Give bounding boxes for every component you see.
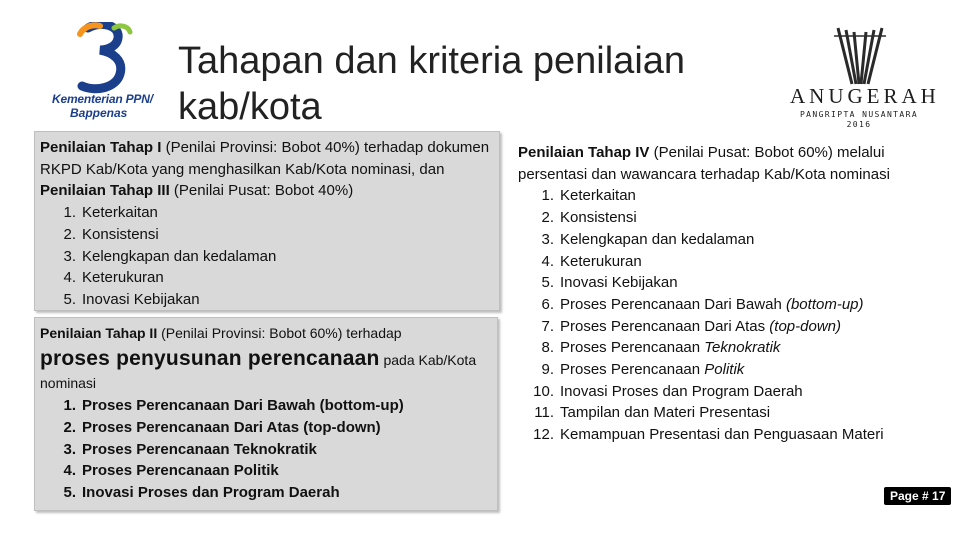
- list-item-number: 8.: [541, 339, 554, 357]
- list-item: [518, 294, 938, 316]
- anugerah-logo: [784, 26, 940, 130]
- logo-left-name-line2: Bappenas: [70, 106, 128, 120]
- list-item-label: Kemampuan Presentasi dan Penguasaan Materi: [560, 426, 884, 444]
- list-item-number: 2.: [541, 209, 554, 227]
- list-item-label: Proses Perencanaan Dari Atas (top-down): [82, 418, 381, 436]
- logo-left-name-line1: Kementerian PPN/: [52, 92, 153, 106]
- list-item-label: Proses Perencanaan Teknokratik: [82, 440, 317, 458]
- list-item-number: 4.: [541, 252, 554, 270]
- logo-right-subtitle: [784, 110, 934, 130]
- logo-right-subtitle-line2: 2016: [846, 120, 872, 129]
- list-item: [40, 224, 496, 246]
- list-item: [40, 417, 494, 439]
- list-item-number: 1.: [63, 397, 76, 415]
- list-item: [40, 202, 496, 224]
- list-item-number: 12.: [533, 426, 554, 444]
- tahap-1-3-intro: [40, 137, 496, 202]
- list-item-label: Inovasi Proses dan Program Daerah: [82, 483, 340, 501]
- page-title: [178, 38, 698, 130]
- list-item: [40, 482, 494, 504]
- list-item-italic: Teknokratik: [704, 339, 781, 357]
- tahap-1-3-content: [40, 137, 496, 311]
- list-item: [40, 439, 494, 461]
- list-item: [40, 289, 496, 311]
- list-item-number: 1.: [63, 204, 76, 222]
- list-item-label: Proses Perencanaan: [560, 361, 705, 379]
- list-item: [40, 460, 494, 482]
- trophy-emblem-icon: [832, 26, 888, 86]
- list-item-label: Proses Perencanaan Dari Atas: [560, 317, 770, 335]
- list-item: [518, 316, 938, 338]
- list-item-label: Proses Perencanaan: [560, 339, 705, 357]
- list-item-label: Konsistensi: [82, 225, 159, 243]
- list-item-number: 4.: [63, 462, 76, 480]
- list-item-label: Inovasi Kebijakan: [560, 274, 678, 292]
- list-item-number: 1.: [541, 187, 554, 205]
- list-item-number: 4.: [63, 269, 76, 287]
- list-item-number: 6.: [541, 295, 554, 313]
- logo-right-brand: ANUGERAH: [790, 84, 940, 108]
- list-item-number: 3.: [541, 230, 554, 248]
- list-item-number: 10.: [533, 382, 554, 400]
- list-item-number: 5.: [63, 290, 76, 308]
- tahap-4-content: [518, 142, 938, 446]
- list-item: [518, 381, 938, 403]
- list-item: [40, 246, 496, 268]
- list-item-label: Keterkaitan: [82, 204, 158, 222]
- tahap-4-criteria-list: [518, 185, 938, 445]
- list-item-number: 7.: [541, 317, 554, 335]
- list-item-number: 5.: [63, 483, 76, 501]
- tahap-2-label: Penilaian Tahap II: [40, 325, 158, 341]
- list-item: [518, 229, 938, 251]
- list-item: [518, 337, 938, 359]
- list-item-italic: (top-down): [769, 317, 841, 335]
- logo-right-subtitle-line1: PANGRIPTA NUSANTARA: [799, 110, 919, 119]
- tahap-2-emphasis: proses penyusunan perencanaan: [40, 346, 380, 370]
- tahap-2-nominasi: nominasi: [40, 375, 97, 392]
- list-item: [40, 267, 496, 289]
- list-item-label: Konsistensi: [560, 209, 637, 227]
- list-item-number: 5.: [541, 274, 554, 292]
- page-title-line1: Tahapan dan kriteria penilaian: [178, 40, 686, 82]
- tahap-2-content: [40, 323, 494, 504]
- list-item-number: 11.: [534, 404, 554, 422]
- list-item: [518, 185, 938, 207]
- list-item-label: Proses Perencanaan Dari Bawah: [560, 295, 786, 313]
- list-item: [518, 424, 938, 446]
- list-item-label: Keterkaitan: [560, 187, 636, 205]
- list-item: [518, 251, 938, 273]
- page-title-line2: kab/kota: [178, 86, 322, 128]
- list-item: [518, 402, 938, 424]
- page-number: Page # 17: [884, 487, 951, 505]
- list-item-label: Kelengkapan dan kedalaman: [560, 230, 755, 248]
- tahap-2-desc: (Penilai Provinsi: Bobot 60%) terhadap: [157, 325, 402, 341]
- list-item-label: Keterukuran: [560, 252, 642, 270]
- list-item-label: Kelengkapan dan kedalaman: [82, 247, 277, 265]
- tahap-1-3-criteria-list: [40, 202, 496, 311]
- list-item: [40, 395, 494, 417]
- list-item-label: Keterukuran: [82, 269, 164, 287]
- list-item-italic: (bottom-up): [785, 295, 864, 313]
- tahap-2-emphasis-line: [40, 348, 494, 372]
- tahap-4-desc: (Penilai Pusat: Bobot 60%) melalui persentasi dan wawancara terhadap Kab/Kota nominasi: [518, 144, 890, 183]
- list-item-label: Proses Perencanaan Politik: [82, 462, 279, 480]
- list-item: [518, 207, 938, 229]
- tahap-2-intro: [40, 323, 494, 345]
- tahap-2-criteria-list: [40, 395, 494, 504]
- list-item-label: Inovasi Kebijakan: [82, 290, 200, 308]
- list-item-label: Inovasi Proses dan Program Daerah: [560, 382, 803, 400]
- list-item: [518, 272, 938, 294]
- list-item-number: 3.: [63, 247, 76, 265]
- bappenas-logo: [48, 22, 168, 127]
- tahap-4-label: Penilaian Tahap IV: [518, 144, 650, 161]
- tahap-2-after-emphasis: pada Kab/Kota: [379, 351, 477, 368]
- list-item-number: 2.: [63, 418, 76, 436]
- tahap-3-label: Penilaian Tahap III: [40, 182, 170, 200]
- tahap-1-label: Penilaian Tahap I: [40, 139, 162, 156]
- bappenas-emblem-icon: [74, 22, 134, 94]
- list-item-label: Proses Perencanaan Dari Bawah (bottom-up): [82, 397, 404, 415]
- list-item: [518, 359, 938, 381]
- tahap-3-desc: (Penilai Pusat: Bobot 40%): [169, 182, 354, 200]
- tahap-4-intro: [518, 142, 938, 185]
- list-item-number: 2.: [63, 225, 76, 243]
- list-item-number: 3.: [63, 440, 76, 458]
- list-item-italic: Politik: [704, 361, 745, 379]
- list-item-number: 9.: [541, 361, 554, 379]
- tahap-1-desc: (Penilai Provinsi: Bobot 40%) terhadap dokumen RKPD Kab/Kota yang menghasilkan Kab/Kota nominasi, dan: [40, 139, 490, 178]
- list-item-label: Tampilan dan Materi Presentasi: [560, 404, 771, 422]
